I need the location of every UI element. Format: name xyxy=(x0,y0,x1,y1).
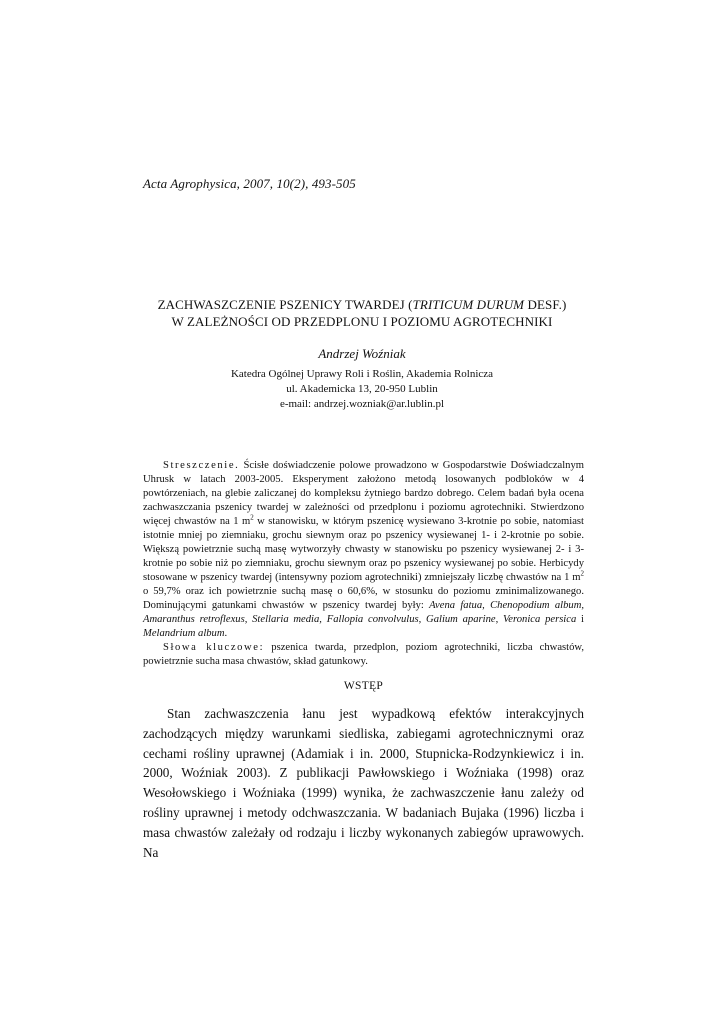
introduction-body xyxy=(143,704,584,862)
title-text-2: DESF.) xyxy=(524,297,567,312)
affiliation-institution: Katedra Ogólnej Uprawy Roli i Roślin, Akademia Rolnicza xyxy=(230,368,494,380)
abstract-conjunction: i xyxy=(576,614,584,625)
keywords-paragraph xyxy=(143,641,584,669)
abstract-label: Streszczenie. xyxy=(163,460,240,471)
abstract-species-list: Avena fatua, Chenopodium album, Amaranthus retroflexus, Stellaria media, Fallopia convolvulus, Galium aparine, Veronica persica xyxy=(143,600,585,625)
abstract-text-3: o 59,7% oraz ich powietrznie suchą masę o 60,6%, w stosunku do poziomu zminimalizowanego. Dominującymi gatunkami chwastów w pszenicy twardej były: xyxy=(143,586,584,611)
affiliation xyxy=(100,367,624,412)
abstract-text-2: w stanowisku, w którym pszenicę wysiewano 3-krotnie po sobie, natomiast istotnie mniej po ziemniaku, grochu siewnym oraz po pszenicy wysiewanej 1- i 2-krotnie po sobie. Większą powietrznie suchą masę wytworzyły chwasty w stanowisku po pszenicy wysiewanej 2- i 3-krotnie po sobie niż po ziemniaku, grochu siewnym oraz po pszenicy wysiewanej po sobie. Herbicydy stosowane w pszenicy twardej (intensywny poziom agrotechniki) zmniejszały liczbę chwastów na 1 m xyxy=(143,516,584,583)
journal-citation: Acta Agrophysica, 2007, 10(2), 493-505 xyxy=(143,176,356,191)
abstract-end: . xyxy=(224,628,228,639)
article-title xyxy=(100,296,624,330)
title-line-1 xyxy=(100,296,624,313)
keywords-text: pszenica twarda, przedplon, poziom agrotechniki, liczba chwastów, powietrznie sucha masa chwastów, skład gatunkowy. xyxy=(143,642,584,667)
title-text-1: ZACHWASZCZENIE PSZENICY TWARDEJ ( xyxy=(157,297,413,312)
abstract-species-last: Melandrium album xyxy=(143,628,225,639)
abstract-superscript-1: 2 xyxy=(250,513,254,522)
affiliation-address: ul. Akademicka 13, 20-950 Lublin xyxy=(286,383,438,395)
abstract xyxy=(143,459,584,669)
section-heading-introduction: WSTĘP xyxy=(343,680,384,692)
abstract-text-1: Ścisłe doświadczenie polowe prowadzono w Gospodarstwie Doświadczalnym Uhrusk w latach 2003-2005. Eksperyment założono metodą losowanych podbloków w 4 powtórzeniach, na glebie zaliczanej do kompleksu żytniego bardzo dobrego. Celem badań była ocena zachwaszczania pszenicy twardej w zależności od przedplonu i poziomu agrotechniki. Stwierdzono więcej chwastów na 1 m xyxy=(143,460,584,527)
keywords-label: Słowa kluczowe: xyxy=(163,642,265,653)
abstract-paragraph xyxy=(143,459,584,641)
affiliation-email: e-mail: andrzej.wozniak@ar.lublin.pl xyxy=(279,398,445,410)
abstract-superscript-2: 2 xyxy=(580,569,584,578)
title-line-2: W ZALEŻNOŚCI OD PRZEDPLONU I POZIOMU AGROTECHNIKI xyxy=(171,314,553,329)
introduction-paragraph: Stan zachwaszczenia łanu jest wypadkową efektów interakcyjnych zachodzących między warunkami siedliska, zabiegami agrotechnicznymi oraz cechami rośliny uprawnej (Adamiak i in. 2000, Stupnicka-Rodzynkiewicz i in. 2000, Woźniak 2003). Z publikacji Pawłowskiego i Woźniaka (1998) oraz Wesołowskiego i Woźniaka (1999) wynika, że zachwaszczenie łanu zależy od rośliny uprawnej i metody odchwaszczania. W badaniach Bujaka (1996) liczba i masa chwastów zależały od rodzaju i liczby wykonanych zabiegów uprawowych. Na xyxy=(143,706,584,860)
author-name: Andrzej Woźniak xyxy=(318,346,406,361)
title-latin-name: TRITICUM DURUM xyxy=(412,297,525,312)
